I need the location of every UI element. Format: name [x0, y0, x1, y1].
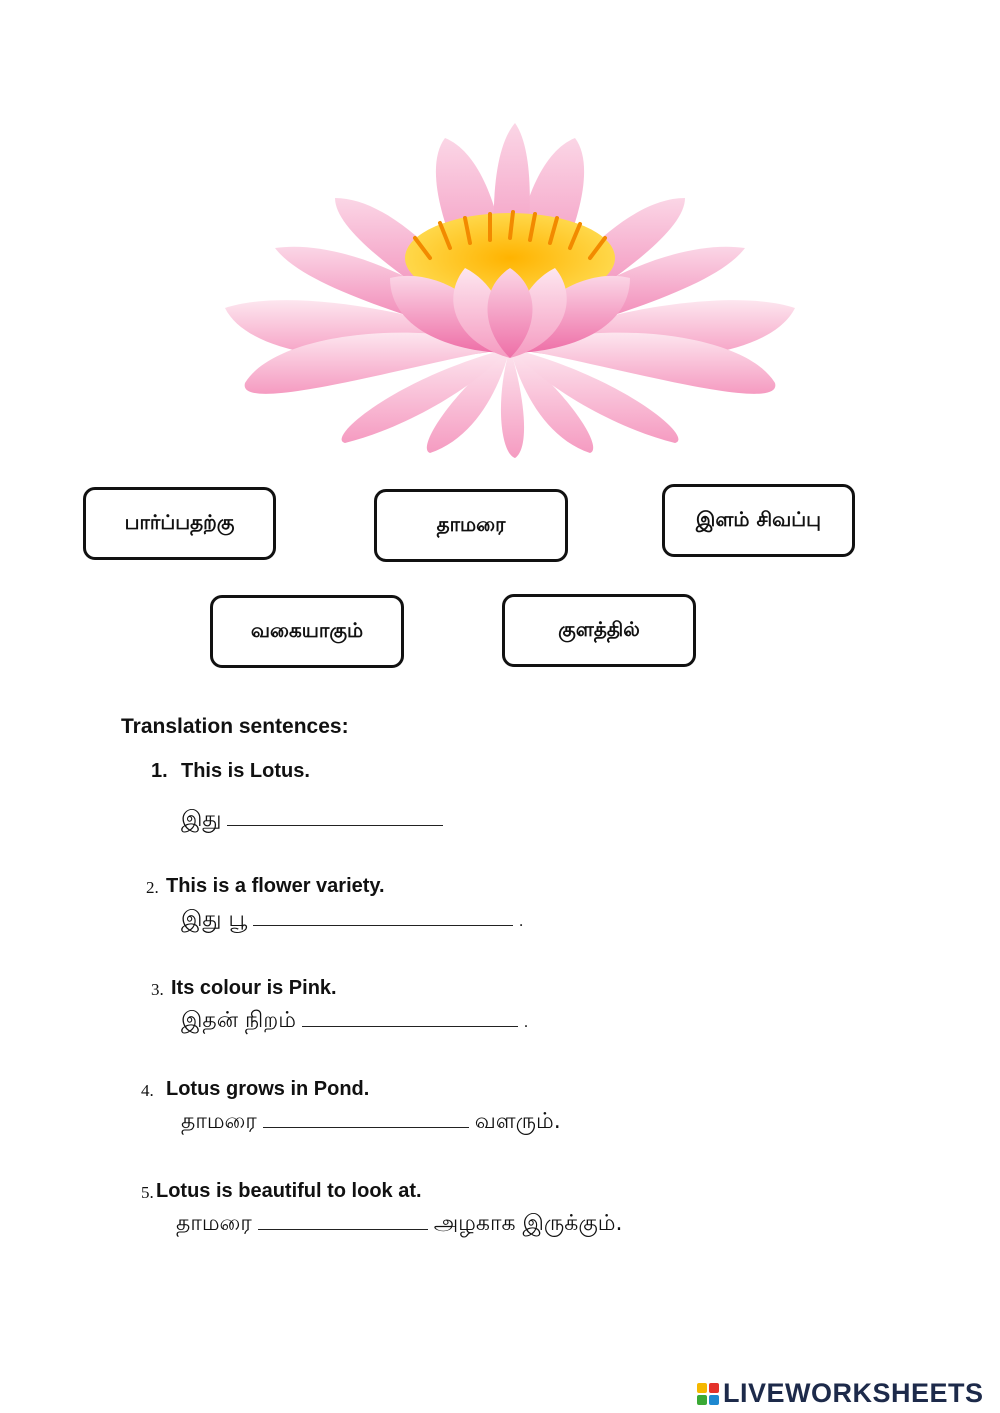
tamil-suffix: அழகாக இருக்கும்.	[433, 1211, 623, 1236]
question-number: 3.	[151, 980, 164, 999]
tamil-suffix: .	[523, 1014, 528, 1031]
word-box-ilam-sivappu[interactable]	[662, 484, 855, 557]
word-label: இளம் சிவப்பு	[695, 507, 822, 531]
question-english: This is a flower variety.	[166, 875, 385, 897]
tamil-text: இது	[181, 807, 222, 832]
lotus-flower-image	[215, 118, 805, 460]
question-tamil	[181, 807, 449, 835]
word-box-vagaiyagum[interactable]	[210, 595, 404, 668]
question-english: This is Lotus.	[181, 760, 310, 782]
word-box-kulathil[interactable]	[502, 594, 696, 667]
answer-blank[interactable]	[227, 807, 443, 826]
question-english: Lotus is beautiful to look at.	[156, 1180, 422, 1202]
question-tamil	[181, 1008, 528, 1036]
word-label: குளத்தில்	[558, 617, 640, 641]
liveworksheets-logo-icon	[697, 1383, 719, 1405]
tamil-suffix: .	[519, 913, 524, 930]
brand-name: LIVEWORKSHEETS	[723, 1378, 984, 1408]
question-tamil	[176, 1211, 622, 1239]
tamil-suffix: வளரும்.	[474, 1109, 561, 1134]
word-box-thamarai[interactable]	[374, 489, 568, 562]
question-number: 5.	[141, 1183, 154, 1202]
tamil-text: தாமரை	[181, 1109, 257, 1134]
question-english: Its colour is Pink.	[171, 977, 337, 999]
question-number: 1.	[151, 760, 168, 782]
answer-blank[interactable]	[302, 1008, 518, 1027]
question-tamil	[181, 1109, 561, 1137]
question-tamil	[181, 907, 523, 935]
section-heading: Translation sentences:	[121, 715, 349, 738]
question-number: 4.	[141, 1081, 154, 1100]
word-box-parpatharku[interactable]	[83, 487, 276, 560]
answer-blank[interactable]	[253, 907, 513, 926]
answer-blank[interactable]	[258, 1211, 428, 1230]
tamil-text: இதன் நிறம்	[181, 1008, 296, 1033]
question-number: 2.	[146, 878, 159, 897]
liveworksheets-logo	[697, 1378, 984, 1409]
tamil-text: தாமரை	[176, 1211, 252, 1236]
word-label: வகையாகும்	[250, 618, 364, 642]
tamil-text: இது பூ	[181, 907, 248, 932]
word-label: பார்ப்பதற்கு	[124, 510, 235, 534]
answer-blank[interactable]	[263, 1109, 469, 1128]
word-label: தாமரை	[436, 512, 506, 536]
question-english: Lotus grows in Pond.	[166, 1078, 370, 1100]
